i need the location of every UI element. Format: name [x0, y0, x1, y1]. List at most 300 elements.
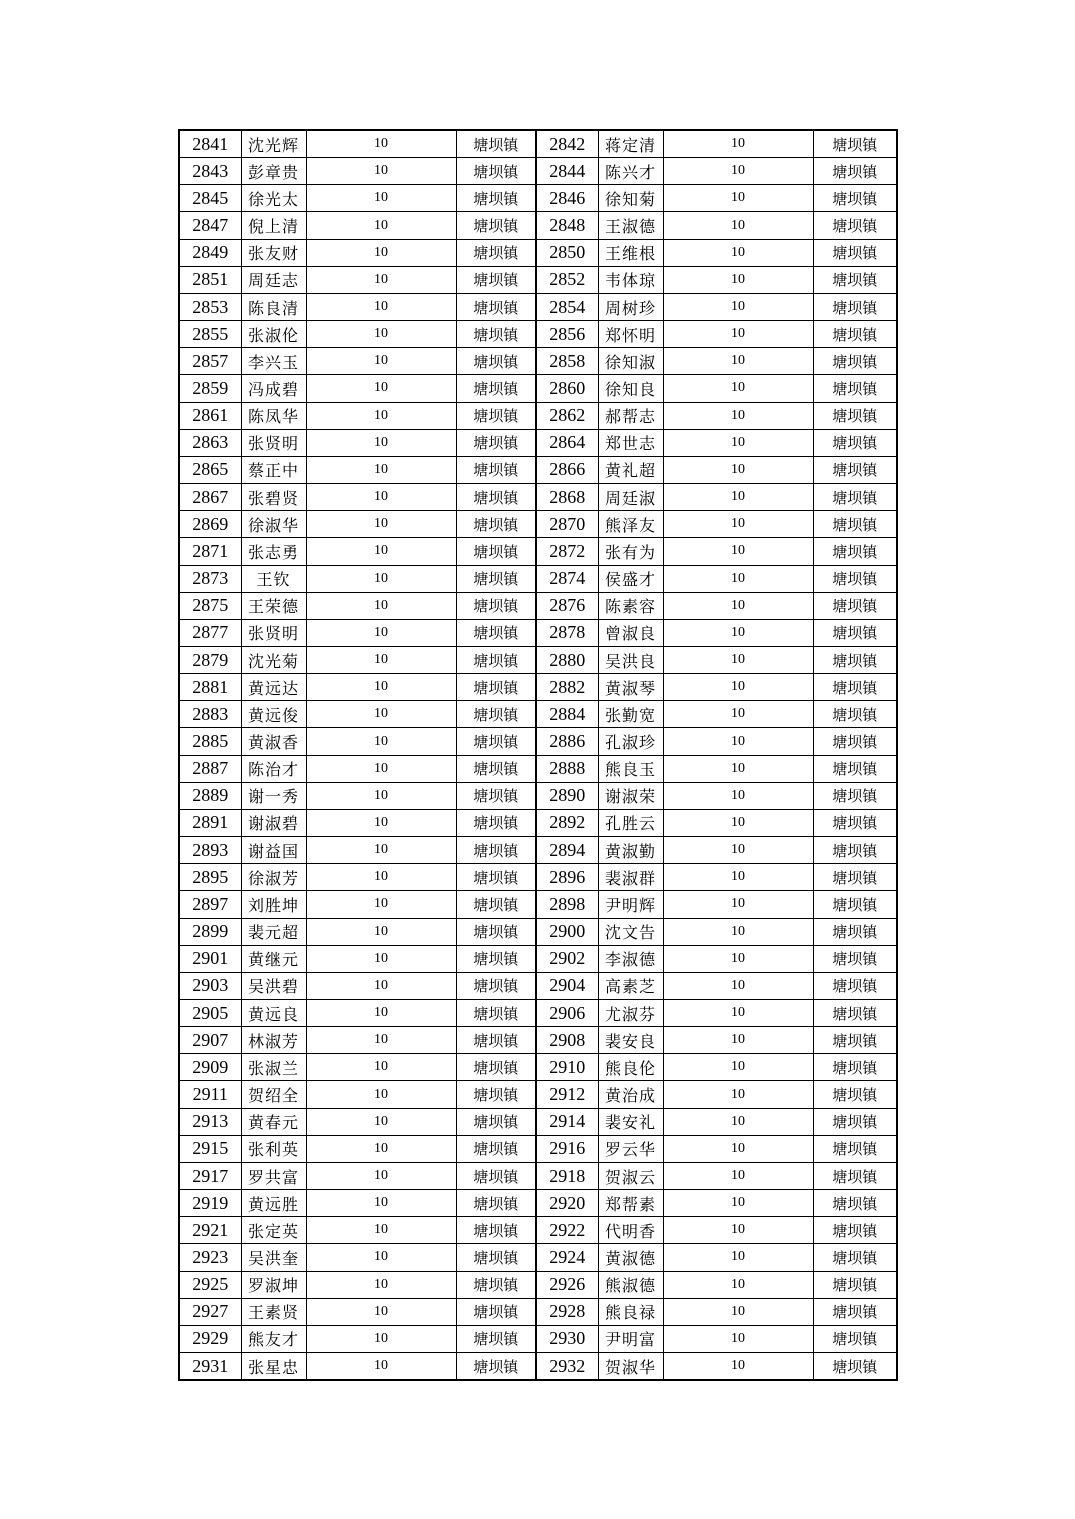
left-amount-cell: 10 [306, 1298, 456, 1325]
right-town-name-cell: 塘坝镇 [813, 945, 897, 972]
left-amount-cell: 10 [306, 266, 456, 293]
right-town-name-cell: 塘坝镇 [813, 619, 897, 646]
left-amount-cell: 10 [306, 837, 456, 864]
right-record-number-cell: 2908 [536, 1027, 598, 1054]
left-person-name-cell: 徐淑华 [241, 511, 306, 538]
right-town-name-cell: 塘坝镇 [813, 1000, 897, 1027]
left-town-name-cell: 塘坝镇 [456, 1353, 536, 1381]
right-person-name-cell: 蒋定清 [598, 130, 663, 158]
left-record-number-cell: 2893 [179, 837, 241, 864]
right-amount-cell: 10 [663, 1108, 813, 1135]
right-person-name-cell: 裴安良 [598, 1027, 663, 1054]
left-amount-cell: 10 [306, 1325, 456, 1352]
left-town-name-cell: 塘坝镇 [456, 321, 536, 348]
left-person-name-cell: 王钦 [241, 565, 306, 592]
left-record-number-cell: 2897 [179, 891, 241, 918]
right-town-name-cell: 塘坝镇 [813, 1162, 897, 1189]
left-person-name-cell: 罗淑坤 [241, 1271, 306, 1298]
right-person-name-cell: 尤淑芬 [598, 1000, 663, 1027]
right-person-name-cell: 徐知良 [598, 375, 663, 402]
table-row [179, 891, 897, 918]
right-amount-cell: 10 [663, 1298, 813, 1325]
left-amount-cell: 10 [306, 1135, 456, 1162]
left-town-name-cell: 塘坝镇 [456, 619, 536, 646]
left-record-number-cell: 2879 [179, 646, 241, 673]
right-person-name-cell: 张勤宽 [598, 701, 663, 728]
left-town-name-cell: 塘坝镇 [456, 1190, 536, 1217]
table-row [179, 674, 897, 701]
right-person-name-cell: 裴安礼 [598, 1108, 663, 1135]
table-row [179, 511, 897, 538]
left-person-name-cell: 张淑兰 [241, 1054, 306, 1081]
right-record-number-cell: 2848 [536, 212, 598, 239]
table-row [179, 1298, 897, 1325]
right-person-name-cell: 韦体琼 [598, 266, 663, 293]
table-row [179, 1000, 897, 1027]
left-town-name-cell: 塘坝镇 [456, 538, 536, 565]
right-town-name-cell: 塘坝镇 [813, 511, 897, 538]
table-row [179, 619, 897, 646]
right-person-name-cell: 熊良伦 [598, 1054, 663, 1081]
left-town-name-cell: 塘坝镇 [456, 918, 536, 945]
left-person-name-cell: 熊友才 [241, 1325, 306, 1352]
left-record-number-cell: 2851 [179, 266, 241, 293]
table-row [179, 1325, 897, 1352]
right-record-number-cell: 2842 [536, 130, 598, 158]
right-record-number-cell: 2914 [536, 1108, 598, 1135]
right-record-number-cell: 2932 [536, 1353, 598, 1381]
table-row [179, 158, 897, 185]
table-row [179, 755, 897, 782]
left-person-name-cell: 黄远俊 [241, 701, 306, 728]
right-record-number-cell: 2890 [536, 782, 598, 809]
table-row [179, 185, 897, 212]
right-town-name-cell: 塘坝镇 [813, 674, 897, 701]
left-amount-cell: 10 [306, 1108, 456, 1135]
right-person-name-cell: 孔淑珍 [598, 728, 663, 755]
right-amount-cell: 10 [663, 755, 813, 782]
left-amount-cell: 10 [306, 891, 456, 918]
left-record-number-cell: 2891 [179, 809, 241, 836]
right-person-name-cell: 陈兴才 [598, 158, 663, 185]
left-record-number-cell: 2857 [179, 348, 241, 375]
left-person-name-cell: 刘胜坤 [241, 891, 306, 918]
left-amount-cell: 10 [306, 538, 456, 565]
left-town-name-cell: 塘坝镇 [456, 484, 536, 511]
left-record-number-cell: 2915 [179, 1135, 241, 1162]
right-record-number-cell: 2916 [536, 1135, 598, 1162]
left-record-number-cell: 2905 [179, 1000, 241, 1027]
left-town-name-cell: 塘坝镇 [456, 1081, 536, 1108]
right-person-name-cell: 代明香 [598, 1217, 663, 1244]
table-row [179, 1162, 897, 1189]
right-person-name-cell: 罗云华 [598, 1135, 663, 1162]
right-record-number-cell: 2864 [536, 429, 598, 456]
right-amount-cell: 10 [663, 701, 813, 728]
right-amount-cell: 10 [663, 646, 813, 673]
right-record-number-cell: 2870 [536, 511, 598, 538]
right-town-name-cell: 塘坝镇 [813, 185, 897, 212]
left-record-number-cell: 2865 [179, 456, 241, 483]
left-person-name-cell: 徐光太 [241, 185, 306, 212]
right-town-name-cell: 塘坝镇 [813, 864, 897, 891]
table-row [179, 918, 897, 945]
right-record-number-cell: 2850 [536, 239, 598, 266]
right-amount-cell: 10 [663, 592, 813, 619]
table-row [179, 701, 897, 728]
right-record-number-cell: 2846 [536, 185, 598, 212]
right-amount-cell: 10 [663, 511, 813, 538]
right-record-number-cell: 2860 [536, 375, 598, 402]
table-row [179, 1081, 897, 1108]
table-row [179, 1271, 897, 1298]
left-record-number-cell: 2849 [179, 239, 241, 266]
left-record-number-cell: 2911 [179, 1081, 241, 1108]
left-record-number-cell: 2919 [179, 1190, 241, 1217]
left-record-number-cell: 2909 [179, 1054, 241, 1081]
right-person-name-cell: 郝帮志 [598, 402, 663, 429]
table-row [179, 1353, 897, 1381]
right-record-number-cell: 2924 [536, 1244, 598, 1271]
right-person-name-cell: 侯盛才 [598, 565, 663, 592]
right-person-name-cell: 郑世志 [598, 429, 663, 456]
right-person-name-cell: 李淑德 [598, 945, 663, 972]
right-town-name-cell: 塘坝镇 [813, 1135, 897, 1162]
left-town-name-cell: 塘坝镇 [456, 592, 536, 619]
right-amount-cell: 10 [663, 945, 813, 972]
right-person-name-cell: 黄淑勤 [598, 837, 663, 864]
left-amount-cell: 10 [306, 130, 456, 158]
right-town-name-cell: 塘坝镇 [813, 266, 897, 293]
right-amount-cell: 10 [663, 239, 813, 266]
left-record-number-cell: 2881 [179, 674, 241, 701]
left-amount-cell: 10 [306, 348, 456, 375]
left-amount-cell: 10 [306, 701, 456, 728]
left-record-number-cell: 2925 [179, 1271, 241, 1298]
left-person-name-cell: 林淑芳 [241, 1027, 306, 1054]
right-person-name-cell: 沈文告 [598, 918, 663, 945]
left-town-name-cell: 塘坝镇 [456, 511, 536, 538]
right-town-name-cell: 塘坝镇 [813, 1027, 897, 1054]
left-record-number-cell: 2929 [179, 1325, 241, 1352]
right-amount-cell: 10 [663, 1244, 813, 1271]
right-town-name-cell: 塘坝镇 [813, 375, 897, 402]
table-row [179, 402, 897, 429]
left-person-name-cell: 彭章贵 [241, 158, 306, 185]
right-person-name-cell: 尹明富 [598, 1325, 663, 1352]
left-person-name-cell: 蔡正中 [241, 456, 306, 483]
left-amount-cell: 10 [306, 945, 456, 972]
right-town-name-cell: 塘坝镇 [813, 918, 897, 945]
right-person-name-cell: 黄淑德 [598, 1244, 663, 1271]
right-record-number-cell: 2874 [536, 565, 598, 592]
left-town-name-cell: 塘坝镇 [456, 1162, 536, 1189]
left-person-name-cell: 张碧贤 [241, 484, 306, 511]
right-amount-cell: 10 [663, 456, 813, 483]
left-record-number-cell: 2863 [179, 429, 241, 456]
right-amount-cell: 10 [663, 402, 813, 429]
left-record-number-cell: 2927 [179, 1298, 241, 1325]
right-amount-cell: 10 [663, 864, 813, 891]
left-town-name-cell: 塘坝镇 [456, 1217, 536, 1244]
left-person-name-cell: 陈凤华 [241, 402, 306, 429]
left-person-name-cell: 黄继元 [241, 945, 306, 972]
left-town-name-cell: 塘坝镇 [456, 1325, 536, 1352]
left-person-name-cell: 吴洪奎 [241, 1244, 306, 1271]
right-town-name-cell: 塘坝镇 [813, 972, 897, 999]
left-town-name-cell: 塘坝镇 [456, 1054, 536, 1081]
right-town-name-cell: 塘坝镇 [813, 212, 897, 239]
table-row [179, 1217, 897, 1244]
right-amount-cell: 10 [663, 619, 813, 646]
right-record-number-cell: 2904 [536, 972, 598, 999]
left-record-number-cell: 2917 [179, 1162, 241, 1189]
left-amount-cell: 10 [306, 619, 456, 646]
left-amount-cell: 10 [306, 1027, 456, 1054]
left-record-number-cell: 2867 [179, 484, 241, 511]
right-amount-cell: 10 [663, 972, 813, 999]
right-record-number-cell: 2884 [536, 701, 598, 728]
right-person-name-cell: 黄治成 [598, 1081, 663, 1108]
table-row [179, 266, 897, 293]
right-record-number-cell: 2906 [536, 1000, 598, 1027]
right-amount-cell: 10 [663, 429, 813, 456]
left-person-name-cell: 周廷志 [241, 266, 306, 293]
right-amount-cell: 10 [663, 809, 813, 836]
right-amount-cell: 10 [663, 293, 813, 320]
right-amount-cell: 10 [663, 837, 813, 864]
table-row [179, 1108, 897, 1135]
left-amount-cell: 10 [306, 1162, 456, 1189]
right-record-number-cell: 2880 [536, 646, 598, 673]
table-row [179, 130, 897, 158]
left-town-name-cell: 塘坝镇 [456, 565, 536, 592]
left-town-name-cell: 塘坝镇 [456, 130, 536, 158]
right-record-number-cell: 2868 [536, 484, 598, 511]
left-record-number-cell: 2845 [179, 185, 241, 212]
table-row [179, 484, 897, 511]
left-town-name-cell: 塘坝镇 [456, 782, 536, 809]
left-person-name-cell: 张志勇 [241, 538, 306, 565]
right-amount-cell: 10 [663, 538, 813, 565]
right-person-name-cell: 熊良禄 [598, 1298, 663, 1325]
right-record-number-cell: 2910 [536, 1054, 598, 1081]
right-town-name-cell: 塘坝镇 [813, 484, 897, 511]
right-amount-cell: 10 [663, 321, 813, 348]
left-amount-cell: 10 [306, 1190, 456, 1217]
table-row [179, 293, 897, 320]
right-record-number-cell: 2902 [536, 945, 598, 972]
left-record-number-cell: 2847 [179, 212, 241, 239]
roster-body [179, 130, 897, 1380]
left-amount-cell: 10 [306, 592, 456, 619]
left-record-number-cell: 2903 [179, 972, 241, 999]
right-person-name-cell: 黄淑琴 [598, 674, 663, 701]
left-record-number-cell: 2887 [179, 755, 241, 782]
left-record-number-cell: 2869 [179, 511, 241, 538]
left-town-name-cell: 塘坝镇 [456, 1108, 536, 1135]
left-record-number-cell: 2885 [179, 728, 241, 755]
right-person-name-cell: 吴洪良 [598, 646, 663, 673]
table-row [179, 592, 897, 619]
right-amount-cell: 10 [663, 1162, 813, 1189]
left-person-name-cell: 谢益国 [241, 837, 306, 864]
left-town-name-cell: 塘坝镇 [456, 701, 536, 728]
left-amount-cell: 10 [306, 1054, 456, 1081]
table-row [179, 1190, 897, 1217]
left-amount-cell: 10 [306, 809, 456, 836]
right-record-number-cell: 2878 [536, 619, 598, 646]
right-amount-cell: 10 [663, 158, 813, 185]
left-amount-cell: 10 [306, 782, 456, 809]
right-person-name-cell: 谢淑荣 [598, 782, 663, 809]
right-record-number-cell: 2844 [536, 158, 598, 185]
table-row [179, 538, 897, 565]
left-record-number-cell: 2895 [179, 864, 241, 891]
right-person-name-cell: 熊泽友 [598, 511, 663, 538]
right-town-name-cell: 塘坝镇 [813, 782, 897, 809]
left-town-name-cell: 塘坝镇 [456, 864, 536, 891]
right-amount-cell: 10 [663, 1217, 813, 1244]
right-person-name-cell: 郑怀明 [598, 321, 663, 348]
table-row [179, 348, 897, 375]
right-record-number-cell: 2918 [536, 1162, 598, 1189]
left-person-name-cell: 张淑伦 [241, 321, 306, 348]
right-record-number-cell: 2926 [536, 1271, 598, 1298]
left-amount-cell: 10 [306, 646, 456, 673]
right-record-number-cell: 2898 [536, 891, 598, 918]
left-amount-cell: 10 [306, 674, 456, 701]
left-person-name-cell: 倪上清 [241, 212, 306, 239]
right-town-name-cell: 塘坝镇 [813, 1244, 897, 1271]
table-row [179, 646, 897, 673]
right-person-name-cell: 郑帮素 [598, 1190, 663, 1217]
right-person-name-cell: 高素芝 [598, 972, 663, 999]
left-person-name-cell: 徐淑芳 [241, 864, 306, 891]
left-town-name-cell: 塘坝镇 [456, 646, 536, 673]
left-amount-cell: 10 [306, 728, 456, 755]
right-person-name-cell: 熊良玉 [598, 755, 663, 782]
left-record-number-cell: 2923 [179, 1244, 241, 1271]
left-town-name-cell: 塘坝镇 [456, 755, 536, 782]
left-person-name-cell: 王荣德 [241, 592, 306, 619]
left-town-name-cell: 塘坝镇 [456, 239, 536, 266]
right-person-name-cell: 尹明辉 [598, 891, 663, 918]
left-amount-cell: 10 [306, 185, 456, 212]
right-record-number-cell: 2896 [536, 864, 598, 891]
right-town-name-cell: 塘坝镇 [813, 592, 897, 619]
left-amount-cell: 10 [306, 511, 456, 538]
right-person-name-cell: 孔胜云 [598, 809, 663, 836]
left-town-name-cell: 塘坝镇 [456, 429, 536, 456]
table-row [179, 782, 897, 809]
table-row [179, 239, 897, 266]
right-town-name-cell: 塘坝镇 [813, 402, 897, 429]
left-person-name-cell: 张友财 [241, 239, 306, 266]
left-person-name-cell: 王素贤 [241, 1298, 306, 1325]
left-person-name-cell: 黄淑香 [241, 728, 306, 755]
right-town-name-cell: 塘坝镇 [813, 1190, 897, 1217]
left-amount-cell: 10 [306, 1353, 456, 1381]
left-amount-cell: 10 [306, 239, 456, 266]
left-amount-cell: 10 [306, 402, 456, 429]
left-person-name-cell: 李兴玉 [241, 348, 306, 375]
left-town-name-cell: 塘坝镇 [456, 375, 536, 402]
left-town-name-cell: 塘坝镇 [456, 891, 536, 918]
table-row [179, 864, 897, 891]
right-person-name-cell: 徐知淑 [598, 348, 663, 375]
right-amount-cell: 10 [663, 266, 813, 293]
left-person-name-cell: 张贤明 [241, 619, 306, 646]
right-amount-cell: 10 [663, 565, 813, 592]
left-record-number-cell: 2899 [179, 918, 241, 945]
left-town-name-cell: 塘坝镇 [456, 674, 536, 701]
right-town-name-cell: 塘坝镇 [813, 1108, 897, 1135]
left-town-name-cell: 塘坝镇 [456, 972, 536, 999]
left-town-name-cell: 塘坝镇 [456, 1298, 536, 1325]
table-row [179, 1135, 897, 1162]
left-town-name-cell: 塘坝镇 [456, 1027, 536, 1054]
right-town-name-cell: 塘坝镇 [813, 1298, 897, 1325]
right-amount-cell: 10 [663, 130, 813, 158]
right-town-name-cell: 塘坝镇 [813, 809, 897, 836]
table-row [179, 1244, 897, 1271]
left-amount-cell: 10 [306, 293, 456, 320]
right-town-name-cell: 塘坝镇 [813, 701, 897, 728]
left-record-number-cell: 2913 [179, 1108, 241, 1135]
right-amount-cell: 10 [663, 1000, 813, 1027]
left-person-name-cell: 张星忠 [241, 1353, 306, 1381]
right-record-number-cell: 2928 [536, 1298, 598, 1325]
right-town-name-cell: 塘坝镇 [813, 348, 897, 375]
left-amount-cell: 10 [306, 1271, 456, 1298]
right-amount-cell: 10 [663, 484, 813, 511]
table-row [179, 1054, 897, 1081]
right-record-number-cell: 2876 [536, 592, 598, 619]
left-amount-cell: 10 [306, 918, 456, 945]
left-amount-cell: 10 [306, 429, 456, 456]
table-row [179, 728, 897, 755]
right-record-number-cell: 2894 [536, 837, 598, 864]
left-record-number-cell: 2889 [179, 782, 241, 809]
right-town-name-cell: 塘坝镇 [813, 158, 897, 185]
right-amount-cell: 10 [663, 1081, 813, 1108]
right-town-name-cell: 塘坝镇 [813, 321, 897, 348]
right-amount-cell: 10 [663, 1190, 813, 1217]
right-record-number-cell: 2892 [536, 809, 598, 836]
left-amount-cell: 10 [306, 755, 456, 782]
right-person-name-cell: 周廷淑 [598, 484, 663, 511]
left-town-name-cell: 塘坝镇 [456, 945, 536, 972]
left-person-name-cell: 沈光辉 [241, 130, 306, 158]
right-person-name-cell: 贺淑华 [598, 1353, 663, 1381]
right-town-name-cell: 塘坝镇 [813, 837, 897, 864]
left-town-name-cell: 塘坝镇 [456, 293, 536, 320]
right-town-name-cell: 塘坝镇 [813, 456, 897, 483]
left-record-number-cell: 2931 [179, 1353, 241, 1381]
right-amount-cell: 10 [663, 1054, 813, 1081]
right-person-name-cell: 黄礼超 [598, 456, 663, 483]
left-amount-cell: 10 [306, 864, 456, 891]
right-record-number-cell: 2886 [536, 728, 598, 755]
table-row [179, 456, 897, 483]
left-person-name-cell: 张利英 [241, 1135, 306, 1162]
left-town-name-cell: 塘坝镇 [456, 158, 536, 185]
right-person-name-cell: 徐知菊 [598, 185, 663, 212]
right-town-name-cell: 塘坝镇 [813, 239, 897, 266]
table-row [179, 837, 897, 864]
right-amount-cell: 10 [663, 375, 813, 402]
